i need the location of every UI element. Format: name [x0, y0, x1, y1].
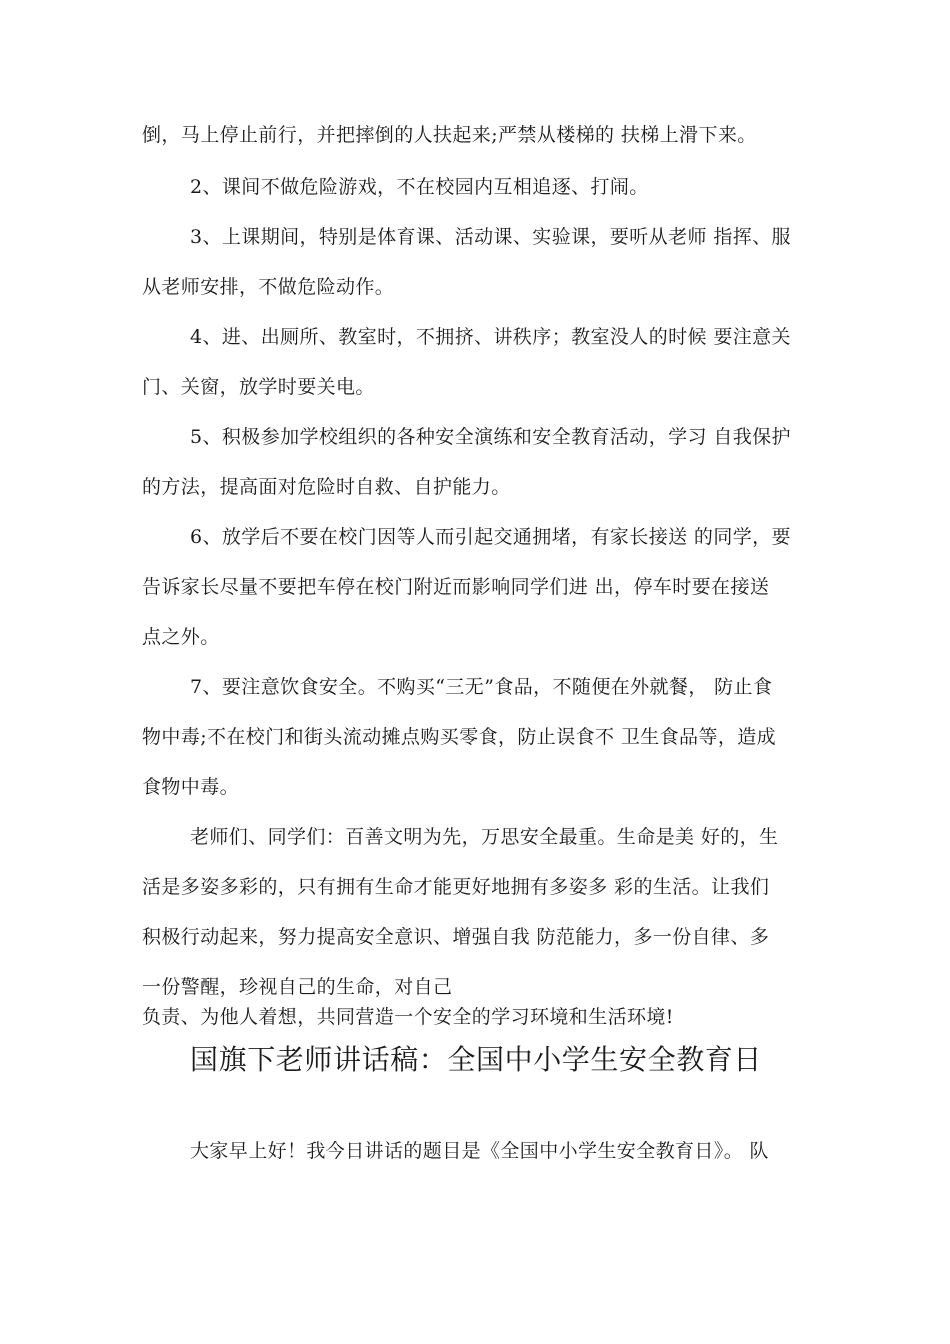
paragraph-line: 一份警醒，珍视自己的生命，对自己	[142, 976, 453, 998]
paragraph-line: 点之外。	[142, 626, 220, 648]
paragraph-line: 负责、为他人着想，共同营造一个安全的学习环境和生活环境!	[142, 1006, 674, 1028]
paragraph-line: 积极行动起来，努力提高安全意识、增强自我 防范能力，多一份自律、多	[142, 926, 770, 948]
paragraph-line: 2、课间不做危险游戏，不在校园内互相追逐、打闹。	[190, 176, 649, 198]
paragraph-line: 3、上课期间，特别是体育课、活动课、实验课，要听从老师 指挥、服	[190, 226, 791, 248]
opening-line: 大家早上好！我今日讲话的题目是《全国中小学生安全教育日》。 队	[190, 1140, 769, 1162]
paragraph-line: 食物中毒。	[142, 776, 240, 798]
paragraph-line: 7、要注意饮食安全。不购买“三无”食品，不随便在外就餐， 防止食	[190, 676, 773, 698]
paragraph-line: 告诉家长尽量不要把车停在校门附近而影响同学们进 出，停车时要在接送	[142, 576, 770, 598]
paragraph-line: 物中毒;不在校门和街头流动摊点购买零食，防止误食不 卫生食品等，造成	[142, 726, 777, 748]
paragraph-line: 门、关窗，放学时要关电。	[142, 376, 375, 398]
paragraph-line: 6、放学后不要在校门因等人而引起交通拥堵，有家长接送 的同学，要	[190, 526, 791, 548]
paragraph-line: 老师们、同学们：百善文明为先，万思安全最重。生命是美 好的，生	[190, 826, 779, 848]
section-title: 国旗下老师讲话稿：全国中小学生安全教育日	[190, 1043, 763, 1076]
paragraph-line: 的方法，提高面对危险时自救、自护能力。	[142, 476, 511, 498]
paragraph-line: 倒，马上停止前行，并把摔倒的人扶起来;严禁从楼梯的 扶梯上滑下来。	[142, 124, 757, 146]
paragraph-line: 5、积极参加学校组织的各种安全演练和安全教育活动，学习 自我保护	[190, 426, 791, 448]
paragraph-line: 4、进、出厕所、教室时，不拥挤、讲秩序；教室没人的时候 要注意关	[190, 326, 791, 348]
paragraph-line: 活是多姿多彩的，只有拥有生命才能更好地拥有多姿多 彩的生活。让我们	[142, 876, 770, 898]
paragraph-line: 从老师安排，不做危险动作。	[142, 276, 395, 298]
